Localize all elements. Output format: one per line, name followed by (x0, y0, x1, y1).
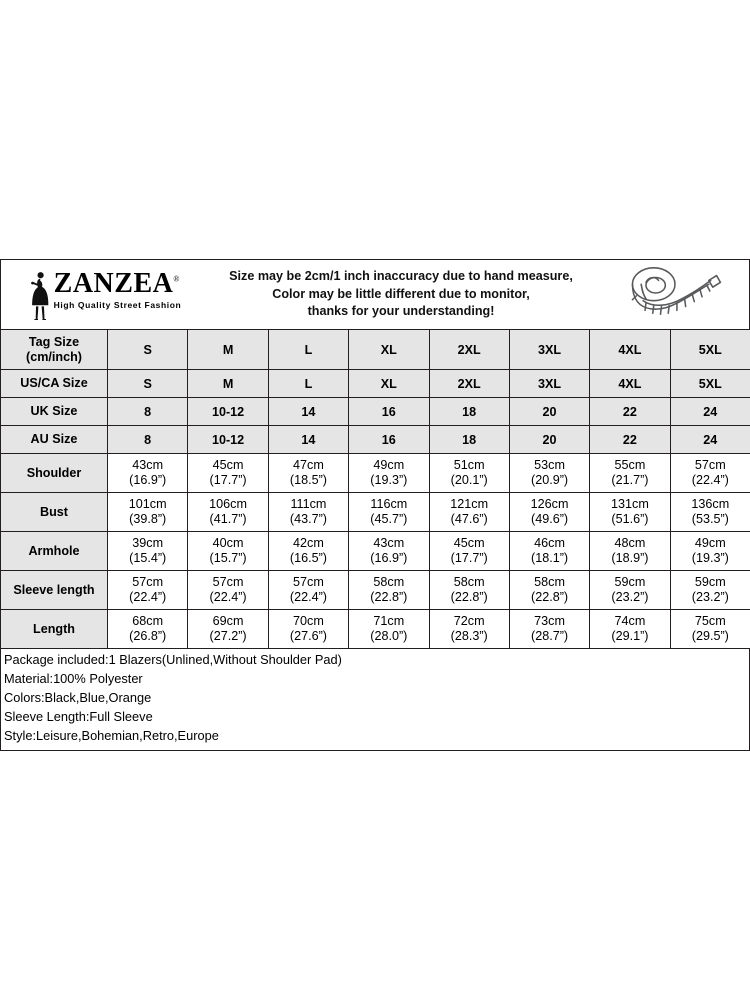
cell-tag-size-s: S (108, 330, 188, 370)
description-style: Style:Leisure,Bohemian,Retro,Europe (4, 727, 219, 743)
size-chart-table (0, 329, 750, 649)
cell-armhole-4xl (590, 532, 670, 571)
cell-usca-3xl: 3XL (509, 370, 589, 398)
cell-shoulder-l (268, 454, 348, 493)
value-cm: 47cm (293, 457, 324, 472)
brand-logo (1, 267, 201, 320)
value-cm: 51cm (453, 457, 485, 472)
row-label-sleeve-length: Sleeve length (1, 571, 108, 610)
value-cm: 111cm (290, 496, 327, 511)
cell-tag-size-xl: XL (349, 330, 429, 370)
cell-sleeve-4xl (590, 571, 670, 610)
value-cm: 121cm (450, 496, 489, 511)
cell-au-3xl: 20 (509, 426, 589, 454)
cell-sleeve-s (108, 571, 188, 610)
value-cm: 45cm (212, 457, 244, 472)
cell-usca-5xl: 5XL (670, 370, 750, 398)
value-inch: (22.4”) (289, 590, 327, 604)
value-inch: (22.4”) (691, 473, 729, 487)
cell-bust-xl (349, 493, 429, 532)
value-inch: (18.1”) (531, 551, 569, 565)
cell-bust-l (268, 493, 348, 532)
cell-uk-xl: 16 (349, 398, 429, 426)
cell-armhole-xl (349, 532, 429, 571)
cell-sleeve-xl (349, 571, 429, 610)
value-cm: 43cm (132, 457, 164, 472)
cell-shoulder-3xl (509, 454, 589, 493)
cell-sleeve-5xl (670, 571, 750, 610)
value-cm: 46cm (534, 535, 565, 550)
cell-length-l (268, 610, 348, 649)
value-cm: 74cm (614, 613, 646, 628)
brand-name: ZANZEA® (53, 267, 180, 299)
cell-shoulder-s (108, 454, 188, 493)
value-cm: 73cm (534, 613, 565, 628)
value-cm: 45cm (453, 535, 485, 550)
cell-bust-5xl (670, 493, 750, 532)
measuring-tape-icon (616, 263, 734, 326)
cell-tag-size-3xl: 3XL (509, 330, 589, 370)
cell-armhole-2xl (429, 532, 509, 571)
row-label-tag-size (1, 330, 108, 370)
row-label-armhole: Armhole (1, 532, 108, 571)
row-label-shoulder: Shoulder (1, 454, 108, 493)
value-cm: 70cm (293, 613, 324, 628)
value-inch: (21.7”) (611, 473, 649, 487)
table-row (1, 532, 750, 571)
table-row (1, 571, 750, 610)
value-cm: 72cm (453, 613, 485, 628)
woman-silhouette-icon (27, 270, 53, 320)
value-cm: 69cm (212, 613, 244, 628)
value-cm: 58cm (453, 574, 485, 589)
value-cm: 55cm (614, 457, 646, 472)
value-inch: (27.2”) (209, 629, 247, 643)
value-inch: (43.7”) (289, 512, 327, 526)
value-inch: (39.8”) (129, 512, 167, 526)
cell-uk-3xl: 20 (509, 398, 589, 426)
value-cm: 57cm (212, 574, 244, 589)
cell-armhole-s (108, 532, 188, 571)
cell-shoulder-2xl (429, 454, 509, 493)
description-material: Material:100% Polyester (4, 670, 143, 686)
cell-length-2xl (429, 610, 509, 649)
value-cm: 42cm (293, 535, 324, 550)
value-inch: (26.8”) (129, 629, 167, 643)
cell-armhole-l (268, 532, 348, 571)
value-inch: (17.7”) (209, 473, 247, 487)
value-inch: (20.9”) (531, 473, 569, 487)
value-inch: (18.5”) (289, 473, 327, 487)
cell-bust-m (188, 493, 268, 532)
value-inch: (18.9”) (611, 551, 649, 565)
value-cm: 131cm (611, 496, 649, 511)
value-inch: (41.7”) (209, 512, 247, 526)
value-cm: 136cm (691, 496, 730, 511)
cell-bust-s (108, 493, 188, 532)
value-inch: (16.9”) (129, 473, 167, 487)
value-inch: (29.1”) (611, 629, 649, 643)
cell-shoulder-m (188, 454, 268, 493)
value-cm: 126cm (530, 496, 569, 511)
value-cm: 59cm (614, 574, 646, 589)
cell-sleeve-m (188, 571, 268, 610)
table-row (1, 330, 750, 370)
cell-sleeve-3xl (509, 571, 589, 610)
cell-au-4xl: 22 (590, 426, 670, 454)
value-inch: (28.7”) (531, 629, 569, 643)
cell-tag-size-4xl: 4XL (590, 330, 670, 370)
registered-mark: ® (173, 274, 180, 284)
table-row (1, 454, 750, 493)
cell-length-xl (349, 610, 429, 649)
value-inch: (22.8”) (370, 590, 408, 604)
cell-usca-xl: XL (349, 370, 429, 398)
value-cm: 101cm (128, 496, 167, 511)
value-inch: (17.7”) (450, 551, 488, 565)
value-cm: 43cm (373, 535, 405, 550)
value-inch: (16.5”) (289, 551, 327, 565)
value-inch: (29.5”) (691, 629, 729, 643)
cell-tag-size-2xl: 2XL (429, 330, 509, 370)
cell-uk-2xl: 18 (429, 398, 509, 426)
value-inch: (23.2”) (611, 590, 649, 604)
brand-tagline: High Quality Street Fashion (53, 299, 182, 310)
cell-au-5xl: 24 (670, 426, 750, 454)
cell-uk-s: 8 (108, 398, 188, 426)
value-cm: 53cm (534, 457, 565, 472)
cell-usca-m: M (188, 370, 268, 398)
tag-size-line-2: (cm/inch) (26, 349, 82, 364)
cell-uk-l: 14 (268, 398, 348, 426)
cell-length-3xl (509, 610, 589, 649)
cell-sleeve-l (268, 571, 348, 610)
value-inch: (27.6”) (289, 629, 327, 643)
cell-usca-l: L (268, 370, 348, 398)
value-cm: 106cm (209, 496, 247, 511)
row-label-bust: Bust (1, 493, 108, 532)
value-cm: 68cm (132, 613, 164, 628)
value-inch: (22.4”) (129, 590, 167, 604)
value-inch: (20.1”) (450, 473, 488, 487)
cell-length-m (188, 610, 268, 649)
product-description (0, 649, 750, 751)
chart-header-banner (0, 259, 750, 329)
cell-au-l: 14 (268, 426, 348, 454)
value-inch: (22.4”) (209, 590, 247, 604)
value-cm: 71cm (373, 613, 405, 628)
value-cm: 75cm (694, 613, 726, 628)
value-cm: 57cm (293, 574, 324, 589)
measurement-disclaimer (201, 268, 601, 320)
cell-au-2xl: 18 (429, 426, 509, 454)
value-cm: 49cm (373, 457, 405, 472)
value-cm: 49cm (694, 535, 726, 550)
row-label-au-size: AU Size (1, 426, 108, 454)
value-inch: (47.6”) (450, 512, 488, 526)
description-sleeve-length: Sleeve Length:Full Sleeve (4, 708, 153, 724)
value-cm: 39cm (132, 535, 164, 550)
cell-bust-2xl (429, 493, 509, 532)
cell-shoulder-5xl (670, 454, 750, 493)
value-cm: 58cm (534, 574, 565, 589)
cell-bust-4xl (590, 493, 670, 532)
cell-uk-m: 10-12 (188, 398, 268, 426)
cell-usca-2xl: 2XL (429, 370, 509, 398)
cell-tag-size-l: L (268, 330, 348, 370)
value-inch: (16.9”) (370, 551, 408, 565)
value-inch: (19.3”) (370, 473, 408, 487)
cell-usca-s: S (108, 370, 188, 398)
table-row (1, 493, 750, 532)
value-inch: (22.8”) (531, 590, 569, 604)
cell-tag-size-m: M (188, 330, 268, 370)
description-package: Package included:1 Blazers(Unlined,Without Shoulder Pad) (4, 652, 342, 667)
value-cm: 116cm (370, 496, 408, 511)
value-inch: (22.8”) (450, 590, 488, 604)
cell-uk-5xl: 24 (670, 398, 750, 426)
cell-au-xl: 16 (349, 426, 429, 454)
cell-length-4xl (590, 610, 670, 649)
row-label-us-ca-size: US/CA Size (1, 370, 108, 398)
value-cm: 40cm (212, 535, 244, 550)
value-inch: (51.6”) (611, 512, 649, 526)
row-label-uk-size: UK Size (1, 398, 108, 426)
value-inch: (28.3”) (450, 629, 488, 643)
value-inch: (15.4”) (129, 551, 167, 565)
value-inch: (45.7”) (370, 512, 408, 526)
row-label-length: Length (1, 610, 108, 649)
cell-length-s (108, 610, 188, 649)
cell-shoulder-4xl (590, 454, 670, 493)
cell-armhole-3xl (509, 532, 589, 571)
value-inch: (15.7”) (209, 551, 247, 565)
cell-armhole-m (188, 532, 268, 571)
value-cm: 57cm (694, 457, 726, 472)
value-inch: (49.6”) (531, 512, 569, 526)
cell-uk-4xl: 22 (590, 398, 670, 426)
cell-length-5xl (670, 610, 750, 649)
cell-bust-3xl (509, 493, 589, 532)
tape-measure-illustration (601, 263, 749, 326)
description-colors: Colors:Black,Blue,Orange (4, 689, 152, 705)
table-row (1, 370, 750, 398)
cell-au-s: 8 (108, 426, 188, 454)
value-inch: (19.3”) (691, 551, 729, 565)
disclaimer-line-2: Color may be little different due to monitor, (272, 286, 530, 301)
table-row (1, 426, 750, 454)
cell-au-m: 10-12 (188, 426, 268, 454)
cell-armhole-5xl (670, 532, 750, 571)
size-chart-sheet (0, 259, 750, 751)
table-row (1, 610, 750, 649)
cell-usca-4xl: 4XL (590, 370, 670, 398)
disclaimer-line-1: Size may be 2cm/1 inch inaccuracy due to hand measure, (229, 269, 573, 284)
value-cm: 58cm (373, 574, 405, 589)
value-inch: (53.5”) (691, 512, 729, 526)
cell-sleeve-2xl (429, 571, 509, 610)
value-cm: 48cm (614, 535, 646, 550)
cell-shoulder-xl (349, 454, 429, 493)
table-row (1, 398, 750, 426)
value-cm: 57cm (132, 574, 164, 589)
disclaimer-line-3: thanks for your understanding! (307, 304, 495, 319)
tag-size-line-1: Tag Size (28, 334, 80, 349)
value-inch: (23.2”) (691, 590, 729, 604)
cell-tag-size-5xl: 5XL (670, 330, 750, 370)
value-inch: (28.0”) (370, 629, 408, 643)
value-cm: 59cm (694, 574, 726, 589)
